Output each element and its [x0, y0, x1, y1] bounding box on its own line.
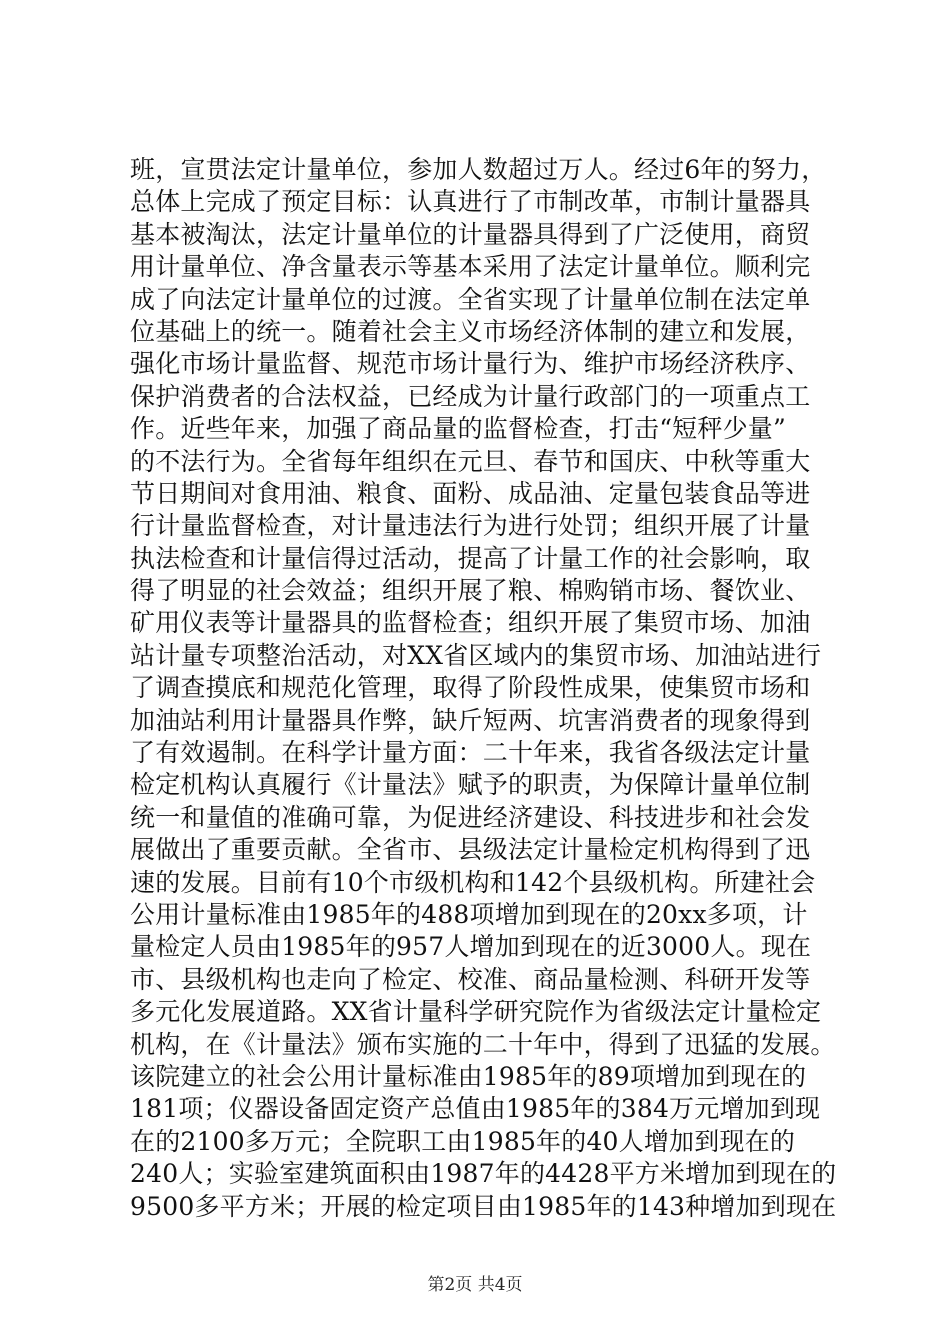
text-line: 保护消费者的合法权益，已经成为计量行政部门的一项重点工: [130, 381, 811, 411]
body-paragraph: [130, 154, 850, 1223]
text-line: 检定机构认真履行《计量法》赋予的职责，为保障计量单位制: [130, 770, 811, 800]
text-line: 该院建立的社会公用计量标准由1985年的89项增加到现在的: [130, 1061, 807, 1091]
text-line: 240人；实验室建筑面积由1987年的4428平方米增加到现在的: [130, 1159, 837, 1189]
text-line: 展做出了重要贡献。全省市、县级法定计量检定机构得到了迅: [130, 835, 811, 865]
text-line: 站计量专项整治活动，对XX省区域内的集贸市场、加油站进行: [130, 640, 822, 670]
text-line: 成了向法定计量单位的过渡。全省实现了计量单位制在法定单: [130, 284, 811, 314]
text-line: 用计量单位、净含量表示等基本采用了法定计量单位。顺利完: [130, 252, 811, 282]
text-line: 的不法行为。全省每年组织在元旦、春节和国庆、中秋等重大: [130, 446, 811, 476]
text-line: 执法检查和计量信得过活动，提高了计量工作的社会影响，取: [130, 543, 811, 573]
text-line: 速的发展。目前有10个市级机构和142个县级机构。所建社会: [130, 867, 816, 897]
text-line: 加油站利用计量器具作弊，缺斤短两、坑害消费者的现象得到: [130, 705, 811, 735]
text-line: 节日期间对食用油、粮食、面粉、成品油、定量包装食品等进: [130, 478, 811, 508]
text-line: 9500多平方米；开展的检定项目由1985年的143种增加到现在: [130, 1191, 837, 1221]
text-line: 量检定人员由1985年的957人增加到现在的近3000人。现在: [130, 932, 812, 962]
text-line: 统一和量值的准确可靠，为促进经济建设、科技进步和社会发: [130, 802, 811, 832]
text-line: 机构，在《计量法》颁布实施的二十年中，得到了迅猛的发展。: [130, 1029, 836, 1059]
text-line: 多元化发展道路。XX省计量科学研究院作为省级法定计量检定: [130, 997, 822, 1027]
text-line: 矿用仪表等计量器具的监督检查；组织开展了集贸市场、加油: [130, 608, 811, 638]
text-line: 181项；仪器设备固定资产总值由1985年的384万元增加到现: [130, 1094, 821, 1124]
text-line: 了有效遏制。在科学计量方面：二十年来，我省各级法定计量: [130, 738, 811, 768]
page-footer: 第2页 共4页: [427, 1275, 523, 1295]
text-line: 位基础上的统一。随着社会主义市场经济体制的建立和发展，: [130, 316, 811, 346]
text-line: 公用计量标准由1985年的488项增加到现在的20xx多项，计: [130, 899, 808, 929]
text-line: 行计量监督检查，对计量违法行为进行处罚；组织开展了计量: [130, 511, 811, 541]
text-line: 强化市场计量监督、规范市场计量行为、维护市场经济秩序、: [130, 349, 811, 379]
text-line: 总体上完成了预定目标：认真进行了市制改革，市制计量器具: [130, 187, 811, 217]
text-line: 在的2100多万元；全院职工由1985年的40人增加到现在的: [130, 1126, 796, 1156]
text-line: 基本被淘汰，法定计量单位的计量器具得到了广泛使用，商贸: [130, 219, 811, 249]
text-line: 作。近些年来，加强了商品量的监督检查，打击“短秤少量”: [130, 414, 786, 444]
text-line: 得了明显的社会效益；组织开展了粮、棉购销市场、餐饮业、: [130, 576, 811, 606]
text-line: 市、县级机构也走向了检定、校准、商品量检测、科研开发等: [130, 964, 811, 994]
text-line: 了调查摸底和规范化管理，取得了阶段性成果，使集贸市场和: [130, 673, 811, 703]
text-line: 班，宣贯法定计量单位，参加人数超过万人。经过6年的努力，: [130, 155, 827, 184]
